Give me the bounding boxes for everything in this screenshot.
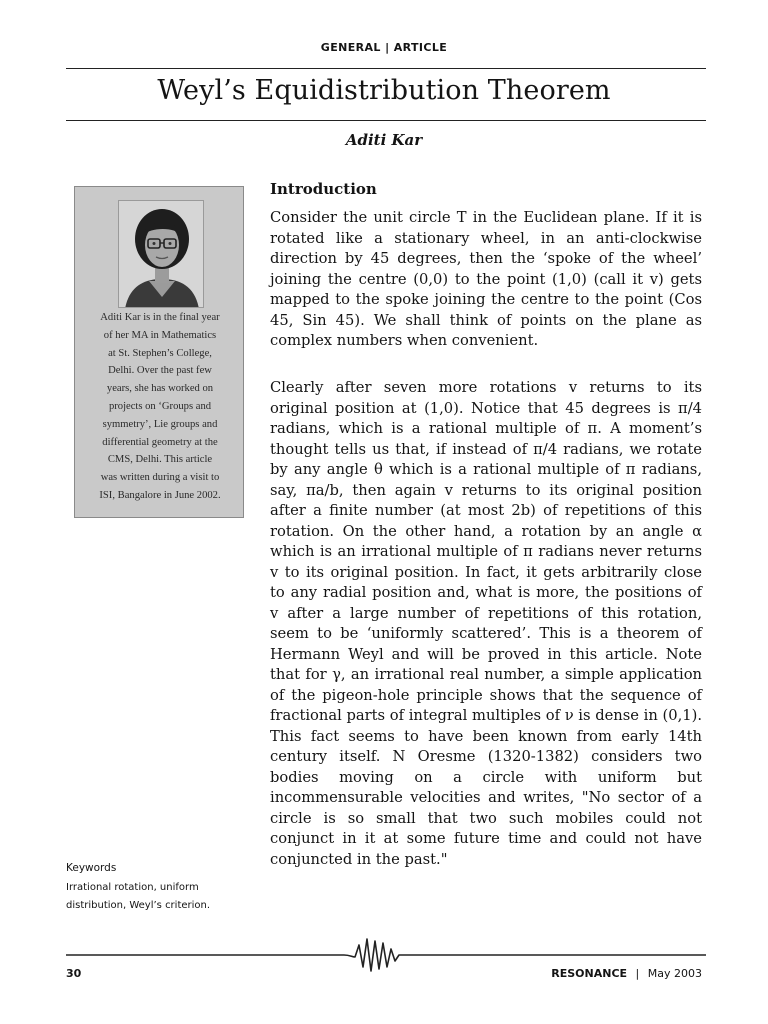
page-number: 30 (66, 967, 82, 980)
portrait-illustration (119, 201, 204, 308)
journal-issue (551, 967, 702, 980)
bio-line: years, she has worked on (106, 383, 214, 395)
bio-line: Delhi. Over the past few (108, 365, 212, 377)
paragraph-1: Consider the unit circle T in the Euclidean plane. If it is rotated like a stationary wheel, in an anti-clockwise direction by 45 degrees, then the ‘spoke of the wheel’ joining the centre (0,0) to the point (1,0) (call it v) gets mapped to the spoke joining the centre to the point (Cos 45, Sin 45). We shall think of points on the plane as complex numbers when convenient. (270, 209, 702, 349)
bio-line: projects on ‘Groups and (108, 400, 212, 412)
author-name: Aditi Kar (345, 131, 423, 149)
bio-line: ISI, Bangalore in June 2002. (99, 489, 221, 501)
header-rule (66, 68, 706, 69)
bio-line: symmetry’, Lie groups and (102, 418, 218, 430)
keywords-text: Irrational rotation, uniform distribution, Weyl’s criterion. (66, 882, 211, 911)
author-photo (118, 200, 204, 308)
bio-line: was written during a visit to (100, 472, 220, 484)
author-bio (81, 309, 239, 505)
keywords-title: Keywords (66, 862, 117, 874)
title-rule (66, 120, 706, 121)
bio-line: Aditi Kar is in the final year (100, 312, 220, 323)
bio-line: differential geometry at the (102, 436, 218, 448)
issue-date: May 2003 (647, 967, 702, 980)
section-heading: Introduction (270, 180, 377, 198)
bio-line: of her MA in Mathematics (103, 329, 217, 341)
bio-line: at St. Stephen’s College, (108, 347, 212, 359)
article-title: Weyl’s Equidistribution Theorem (157, 75, 611, 106)
footer-separator: | (635, 967, 640, 980)
paragraph-2: Clearly after seven more rotations v returns to its original position at (1,0). Notice that 45 degrees is π/4 radians, which is a rational multiple of π. A moment’s thought tells us that, if instead of π/4 radians, we rotate by any angle θ which is a rational multiple of π radians, say, πa/b, then again v returns to its original position after a finite number (at most 2b) of repetitions of this rotation. On the other hand, a rotation by an angle α which is an irrational multiple of π radians never returns v to its original position. In fact, it gets arbitrarily close to any radial position and, what is more, the positions of v after a large number of repetitions of this rotation, seem to be ‘uniformly scattered’. This is a theorem of Hermann Weyl and will be proved in this article. Note that for γ, an irrational real number, a simple application of the pigeon-hole principle shows that the sequence of fractional parts of integral multiples of ν is dense in (0,1). This fact seems to have been known from early 14th century itself. N Oresme (1320-1382) considers two bodies moving on a circle with uniform but incommensurable velocities and writes, "No sector of a circle is so small that two such mobiles could not conjunct in it at some future time and could not have conjuncted in the past." (270, 379, 702, 868)
bio-line: CMS, Delhi. This article (107, 454, 213, 466)
author-bio-box (74, 186, 244, 518)
journal-name: RESONANCE (551, 967, 628, 980)
header-label: GENERAL | ARTICLE (320, 41, 448, 54)
